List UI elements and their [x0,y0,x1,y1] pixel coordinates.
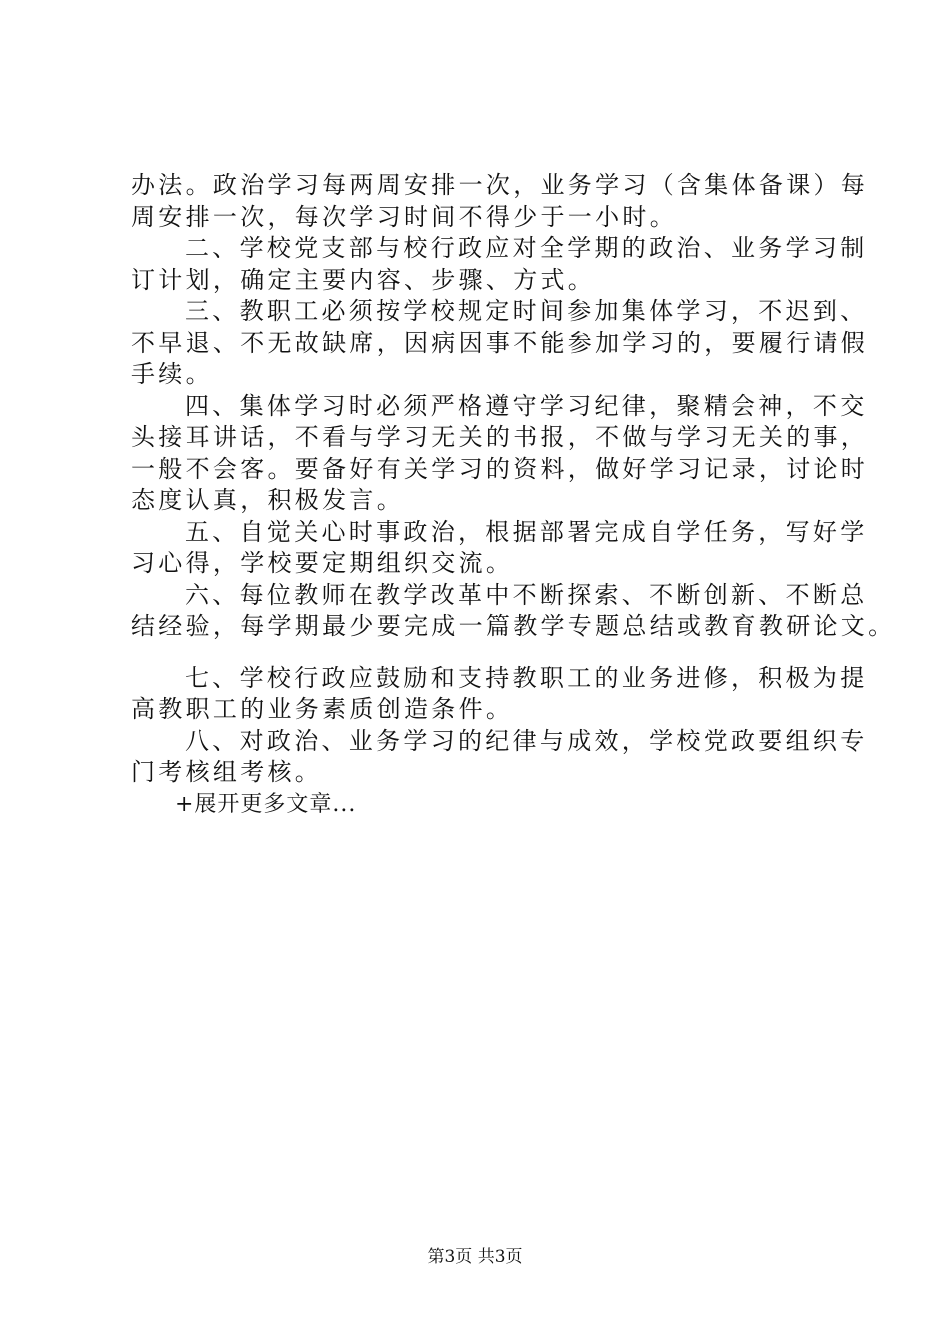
text-line: 七、学校行政应鼓励和支持教职工的业务进修，积极为提 [185,663,868,692]
text-line: 高教职工的业务素质创造条件。 [131,695,514,723]
page-number-footer: 第3页 共3页 [427,1247,523,1267]
text-line: 不早退、不无故缺席，因病因事不能参加学习的，要履行请假 [131,328,869,357]
paragraph-8 [131,726,868,789]
paragraph-7 [131,663,868,726]
article-body [131,170,896,789]
paragraph-2 [131,233,868,296]
text-line: 门考核组考核。 [131,758,323,786]
text-line: 订计划，确定主要内容、步骤、方式。 [131,265,596,294]
text-line: 二、学校党支部与校行政应对全学期的政治、业务学习制 [185,234,868,262]
paragraph-5 [131,517,868,580]
text-line: 六、每位教师在教学改革中不断探索、不断创新、不断总 [185,580,868,609]
text-line: 办法。政治学习每两周安排一次，业务学习（含集体备课）每 [131,171,869,199]
text-line: 周安排一次，每次学习时间不得少于一小时。 [131,202,677,231]
text-line: 态度认真，积极发言。 [131,486,404,514]
text-line: 手续。 [131,360,213,388]
paragraph-3 [131,296,869,391]
text-line: 五、自觉关心时事政治，根据部署完成自学任务，写好学 [185,517,868,546]
paragraph-spacer [131,643,843,663]
expand-more-articles-link[interactable]: +展开更多文章... [175,792,357,817]
text-line: 三、教职工必须按学校规定时间参加集体学习，不迟到、 [185,297,868,325]
text-line: 一般不会客。要备好有关学习的资料，做好学习记录，讨论时 [131,454,869,483]
text-line: 头接耳讲话，不看与学习无关的书报，不做与学习无关的事， [131,423,869,451]
text-line: 结经验，每学期最少要完成一篇教学专题总结或教育教研论文。 [131,612,896,640]
paragraph-1 [131,170,869,233]
paragraph-6 [131,580,896,643]
text-line: 八、对政治、业务学习的纪律与成效，学校党政要组织专 [185,726,868,755]
text-line: 习心得，学校要定期组织交流。 [131,549,514,577]
paragraph-4 [131,391,869,517]
text-line: 四、集体学习时必须严格遵守学习纪律，聚精会神，不交 [185,391,868,420]
